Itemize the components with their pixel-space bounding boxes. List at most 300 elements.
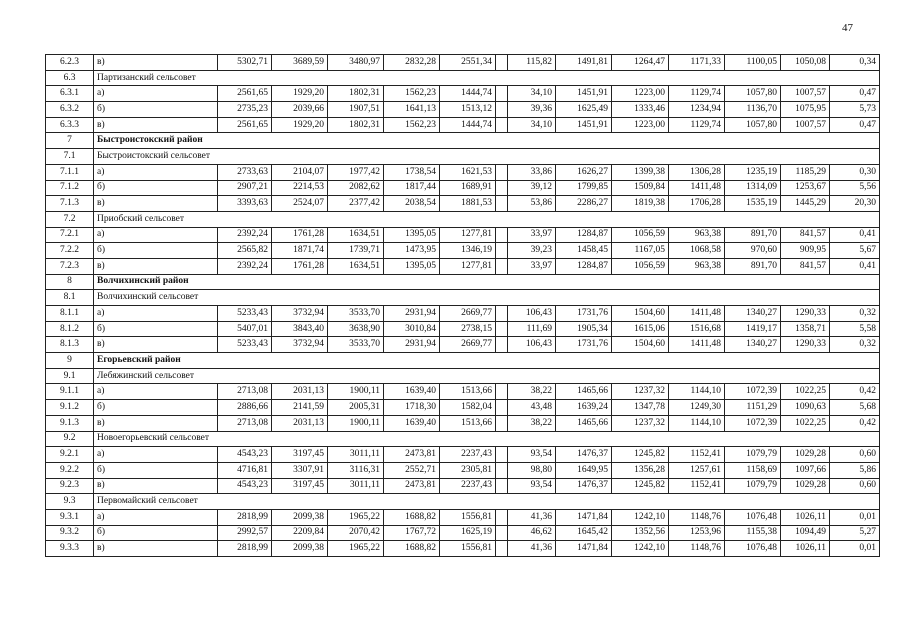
row-code: 6.3 [46, 70, 94, 86]
value-cell: 1057,80 [725, 86, 781, 102]
row-code: 8.1.2 [46, 321, 94, 337]
value-cell: 1905,34 [556, 321, 612, 337]
value-cell: 4543,23 [218, 447, 272, 463]
row-variant: б) [94, 400, 218, 416]
value-cell: 2031,13 [272, 384, 328, 400]
value-cell: 1767,72 [384, 525, 440, 541]
value-cell: 1688,82 [384, 541, 440, 557]
value-cell: 1340,27 [725, 306, 781, 322]
value-cell: 2931,94 [384, 306, 440, 322]
value-cell: 1056,59 [612, 227, 669, 243]
table-row [46, 86, 880, 102]
table-row [46, 384, 880, 400]
value-cell: 1871,74 [272, 243, 328, 259]
district-title: Быстроистокский район [94, 133, 880, 149]
value-cell: 1649,95 [556, 462, 612, 478]
row-code: 9.1.2 [46, 400, 94, 416]
value-cell: 2286,27 [556, 196, 612, 212]
value-cell: 115,82 [508, 55, 556, 71]
value-cell: 1029,28 [781, 478, 830, 494]
row-variant: а) [94, 509, 218, 525]
row-variant: б) [94, 180, 218, 196]
council-header-row [46, 70, 880, 86]
council-header-row [46, 431, 880, 447]
row-variant: в) [94, 258, 218, 274]
row-variant: в) [94, 415, 218, 431]
value-cell: 1057,80 [725, 117, 781, 133]
value-cell: 5233,43 [218, 337, 272, 353]
value-cell: 1136,70 [725, 102, 781, 118]
value-cell: 1029,28 [781, 447, 830, 463]
value-cell: 2992,57 [218, 525, 272, 541]
value-cell: 1148,76 [669, 509, 725, 525]
value-cell: 1072,39 [725, 384, 781, 400]
value-cell: 1079,79 [725, 478, 781, 494]
value-cell: 1242,10 [612, 541, 669, 557]
spacer-cell [496, 180, 508, 196]
row-variant: в) [94, 117, 218, 133]
value-cell: 1445,29 [781, 196, 830, 212]
table-row [46, 525, 880, 541]
value-cell: 1504,60 [612, 306, 669, 322]
value-cell: 1022,25 [781, 384, 830, 400]
council-header-row [46, 149, 880, 165]
value-cell: 841,57 [781, 258, 830, 274]
table-row [46, 55, 880, 71]
value-cell: 20,30 [830, 196, 880, 212]
value-cell: 33,86 [508, 164, 556, 180]
council-header-row [46, 368, 880, 384]
value-cell: 1977,42 [328, 164, 384, 180]
table-row [46, 337, 880, 353]
tariff-table [45, 54, 880, 557]
value-cell: 1264,47 [612, 55, 669, 71]
row-variant: а) [94, 306, 218, 322]
value-cell: 0,32 [830, 337, 880, 353]
council-title: Волчихинский сельсовет [94, 290, 880, 306]
value-cell: 0,47 [830, 117, 880, 133]
row-code: 7.1.3 [46, 196, 94, 212]
value-cell: 1076,48 [725, 541, 781, 557]
value-cell: 3307,91 [272, 462, 328, 478]
value-cell: 0,41 [830, 258, 880, 274]
value-cell: 1535,19 [725, 196, 781, 212]
row-variant: а) [94, 384, 218, 400]
value-cell: 3843,40 [272, 321, 328, 337]
row-variant: б) [94, 102, 218, 118]
row-code: 9.3.3 [46, 541, 94, 557]
value-cell: 1245,82 [612, 478, 669, 494]
row-variant: а) [94, 447, 218, 463]
value-cell: 2669,77 [440, 306, 496, 322]
value-cell: 5,68 [830, 400, 880, 416]
value-cell: 1799,85 [556, 180, 612, 196]
value-cell: 1509,84 [612, 180, 669, 196]
value-cell: 1284,87 [556, 227, 612, 243]
value-cell: 1465,66 [556, 415, 612, 431]
row-variant: в) [94, 478, 218, 494]
value-cell: 2931,94 [384, 337, 440, 353]
value-cell: 1513,12 [440, 102, 496, 118]
value-cell: 2031,13 [272, 415, 328, 431]
value-cell: 1625,19 [440, 525, 496, 541]
value-cell: 39,23 [508, 243, 556, 259]
value-cell: 1284,87 [556, 258, 612, 274]
value-cell: 2907,21 [218, 180, 272, 196]
value-cell: 0,60 [830, 478, 880, 494]
value-cell: 1626,27 [556, 164, 612, 180]
value-cell: 1641,13 [384, 102, 440, 118]
value-cell: 1411,48 [669, 337, 725, 353]
value-cell: 53,86 [508, 196, 556, 212]
spacer-cell [496, 86, 508, 102]
council-title: Быстроистокский сельсовет [94, 149, 880, 165]
value-cell: 5,58 [830, 321, 880, 337]
value-cell: 2099,38 [272, 509, 328, 525]
value-cell: 2005,31 [328, 400, 384, 416]
table-row [46, 196, 880, 212]
value-cell: 2305,81 [440, 462, 496, 478]
value-cell: 3732,94 [272, 306, 328, 322]
value-cell: 2237,43 [440, 478, 496, 494]
value-cell: 1223,00 [612, 86, 669, 102]
value-cell: 2377,42 [328, 196, 384, 212]
value-cell: 38,22 [508, 384, 556, 400]
value-cell: 3011,11 [328, 447, 384, 463]
spacer-cell [496, 525, 508, 541]
value-cell: 3689,59 [272, 55, 328, 71]
value-cell: 4716,81 [218, 462, 272, 478]
table-row [46, 478, 880, 494]
value-cell: 1050,08 [781, 55, 830, 71]
value-cell: 1151,29 [725, 400, 781, 416]
row-variant: в) [94, 55, 218, 71]
value-cell: 1290,33 [781, 306, 830, 322]
value-cell: 1900,11 [328, 384, 384, 400]
spacer-cell [496, 243, 508, 259]
value-cell: 1068,58 [669, 243, 725, 259]
value-cell: 2565,82 [218, 243, 272, 259]
value-cell: 1465,66 [556, 384, 612, 400]
value-cell: 34,10 [508, 117, 556, 133]
value-cell: 2473,81 [384, 447, 440, 463]
row-code: 9.3.2 [46, 525, 94, 541]
value-cell: 5,86 [830, 462, 880, 478]
value-cell: 2473,81 [384, 478, 440, 494]
value-cell: 1562,23 [384, 117, 440, 133]
value-cell: 2818,99 [218, 509, 272, 525]
value-cell: 0,34 [830, 55, 880, 71]
value-cell: 1399,38 [612, 164, 669, 180]
value-cell: 1513,66 [440, 384, 496, 400]
value-cell: 1739,71 [328, 243, 384, 259]
value-cell: 5,67 [830, 243, 880, 259]
value-cell: 1314,09 [725, 180, 781, 196]
value-cell: 1802,31 [328, 86, 384, 102]
value-cell: 2141,59 [272, 400, 328, 416]
row-variant: б) [94, 321, 218, 337]
value-cell: 2392,24 [218, 258, 272, 274]
table-row [46, 180, 880, 196]
value-cell: 1471,84 [556, 509, 612, 525]
value-cell: 1253,67 [781, 180, 830, 196]
value-cell: 1185,29 [781, 164, 830, 180]
value-cell: 1615,06 [612, 321, 669, 337]
value-cell: 2392,24 [218, 227, 272, 243]
value-cell: 1277,81 [440, 258, 496, 274]
value-cell: 1900,11 [328, 415, 384, 431]
value-cell: 1761,28 [272, 227, 328, 243]
value-cell: 3197,45 [272, 447, 328, 463]
value-cell: 1802,31 [328, 117, 384, 133]
spacer-cell [496, 117, 508, 133]
value-cell: 2038,54 [384, 196, 440, 212]
value-cell: 1881,53 [440, 196, 496, 212]
value-cell: 1411,48 [669, 180, 725, 196]
district-title: Волчихинский район [94, 274, 880, 290]
spacer-cell [496, 541, 508, 557]
value-cell: 1277,81 [440, 227, 496, 243]
value-cell: 2669,77 [440, 337, 496, 353]
value-cell: 1152,41 [669, 447, 725, 463]
value-cell: 1090,63 [781, 400, 830, 416]
district-header-row [46, 133, 880, 149]
value-cell: 3533,70 [328, 306, 384, 322]
row-variant: в) [94, 541, 218, 557]
row-code: 9 [46, 353, 94, 369]
value-cell: 1072,39 [725, 415, 781, 431]
value-cell: 2733,63 [218, 164, 272, 180]
value-cell: 1444,74 [440, 117, 496, 133]
row-code: 7.2.2 [46, 243, 94, 259]
value-cell: 1471,84 [556, 541, 612, 557]
spacer-cell [496, 447, 508, 463]
value-cell: 1306,28 [669, 164, 725, 180]
value-cell: 909,95 [781, 243, 830, 259]
spacer-cell [496, 337, 508, 353]
value-cell: 0,32 [830, 306, 880, 322]
value-cell: 2214,53 [272, 180, 328, 196]
value-cell: 1504,60 [612, 337, 669, 353]
district-header-row [46, 353, 880, 369]
row-code: 7.1 [46, 149, 94, 165]
value-cell: 1929,20 [272, 117, 328, 133]
value-cell: 1079,79 [725, 447, 781, 463]
spacer-cell [496, 400, 508, 416]
value-cell: 891,70 [725, 258, 781, 274]
row-code: 6.2.3 [46, 55, 94, 71]
row-variant: а) [94, 227, 218, 243]
table-row [46, 462, 880, 478]
value-cell: 1144,10 [669, 415, 725, 431]
value-cell: 3533,70 [328, 337, 384, 353]
council-title: Партизанский сельсовет [94, 70, 880, 86]
value-cell: 2735,23 [218, 102, 272, 118]
value-cell: 46,62 [508, 525, 556, 541]
value-cell: 1076,48 [725, 509, 781, 525]
value-cell: 0,01 [830, 509, 880, 525]
value-cell: 1634,51 [328, 258, 384, 274]
row-variant: а) [94, 164, 218, 180]
value-cell: 1333,46 [612, 102, 669, 118]
value-cell: 841,57 [781, 227, 830, 243]
value-cell: 1451,91 [556, 86, 612, 102]
value-cell: 0,30 [830, 164, 880, 180]
value-cell: 111,69 [508, 321, 556, 337]
table-row [46, 117, 880, 133]
value-cell: 3010,84 [384, 321, 440, 337]
value-cell: 1731,76 [556, 306, 612, 322]
value-cell: 1817,44 [384, 180, 440, 196]
value-cell: 2209,84 [272, 525, 328, 541]
row-variant: в) [94, 337, 218, 353]
value-cell: 3732,94 [272, 337, 328, 353]
value-cell: 1144,10 [669, 384, 725, 400]
table-row [46, 321, 880, 337]
council-title: Лебяжинский сельсовет [94, 368, 880, 384]
row-variant: б) [94, 462, 218, 478]
value-cell: 5,73 [830, 102, 880, 118]
value-cell: 1026,11 [781, 541, 830, 557]
value-cell: 5233,43 [218, 306, 272, 322]
value-cell: 39,12 [508, 180, 556, 196]
value-cell: 963,38 [669, 258, 725, 274]
value-cell: 106,43 [508, 337, 556, 353]
value-cell: 2099,38 [272, 541, 328, 557]
value-cell: 2104,07 [272, 164, 328, 180]
spacer-cell [496, 415, 508, 431]
value-cell: 0,41 [830, 227, 880, 243]
row-code: 9.1.1 [46, 384, 94, 400]
value-cell: 1556,81 [440, 541, 496, 557]
value-cell: 1634,51 [328, 227, 384, 243]
value-cell: 38,22 [508, 415, 556, 431]
table-row [46, 447, 880, 463]
value-cell: 1234,94 [669, 102, 725, 118]
value-cell: 1245,82 [612, 447, 669, 463]
value-cell: 891,70 [725, 227, 781, 243]
value-cell: 1621,53 [440, 164, 496, 180]
value-cell: 1152,41 [669, 478, 725, 494]
value-cell: 1257,61 [669, 462, 725, 478]
value-cell: 1249,30 [669, 400, 725, 416]
value-cell: 2082,62 [328, 180, 384, 196]
spacer-cell [496, 462, 508, 478]
row-code: 7 [46, 133, 94, 149]
value-cell: 3197,45 [272, 478, 328, 494]
value-cell: 970,60 [725, 243, 781, 259]
value-cell: 1237,32 [612, 415, 669, 431]
value-cell: 1929,20 [272, 86, 328, 102]
value-cell: 1340,27 [725, 337, 781, 353]
value-cell: 1007,57 [781, 117, 830, 133]
value-cell: 1718,30 [384, 400, 440, 416]
value-cell: 1148,76 [669, 541, 725, 557]
value-cell: 1516,68 [669, 321, 725, 337]
row-code: 9.2.1 [46, 447, 94, 463]
row-code: 6.3.3 [46, 117, 94, 133]
value-cell: 33,97 [508, 258, 556, 274]
value-cell: 3116,31 [328, 462, 384, 478]
value-cell: 1097,66 [781, 462, 830, 478]
spacer-cell [496, 102, 508, 118]
value-cell: 106,43 [508, 306, 556, 322]
row-code: 9.2.2 [46, 462, 94, 478]
spacer-cell [496, 321, 508, 337]
value-cell: 1253,96 [669, 525, 725, 541]
value-cell: 1395,05 [384, 258, 440, 274]
council-title: Приобский сельсовет [94, 211, 880, 227]
value-cell: 5302,71 [218, 55, 272, 71]
value-cell: 93,54 [508, 478, 556, 494]
spacer-cell [496, 55, 508, 71]
value-cell: 1444,74 [440, 86, 496, 102]
row-code: 9.2 [46, 431, 94, 447]
row-code: 8 [46, 274, 94, 290]
row-code: 6.3.2 [46, 102, 94, 118]
table-row [46, 102, 880, 118]
district-header-row [46, 274, 880, 290]
spacer-cell [496, 164, 508, 180]
district-title: Егорьевский район [94, 353, 880, 369]
value-cell: 2832,28 [384, 55, 440, 71]
table-row [46, 400, 880, 416]
table-row [46, 258, 880, 274]
council-title: Первомайский сельсовет [94, 494, 880, 510]
value-cell: 1582,04 [440, 400, 496, 416]
table-row [46, 415, 880, 431]
value-cell: 2561,65 [218, 117, 272, 133]
value-cell: 1290,33 [781, 337, 830, 353]
value-cell: 1419,17 [725, 321, 781, 337]
value-cell: 1907,51 [328, 102, 384, 118]
value-cell: 1022,25 [781, 415, 830, 431]
value-cell: 2561,65 [218, 86, 272, 102]
council-header-row [46, 494, 880, 510]
value-cell: 2713,08 [218, 384, 272, 400]
spacer-cell [496, 196, 508, 212]
value-cell: 1026,11 [781, 509, 830, 525]
value-cell: 1688,82 [384, 509, 440, 525]
row-variant: в) [94, 196, 218, 212]
row-code: 7.1.1 [46, 164, 94, 180]
value-cell: 1689,91 [440, 180, 496, 196]
table-row [46, 541, 880, 557]
value-cell: 2070,42 [328, 525, 384, 541]
value-cell: 1639,24 [556, 400, 612, 416]
value-cell: 39,36 [508, 102, 556, 118]
value-cell: 3393,63 [218, 196, 272, 212]
value-cell: 1476,37 [556, 478, 612, 494]
value-cell: 1007,57 [781, 86, 830, 102]
value-cell: 1100,05 [725, 55, 781, 71]
value-cell: 1358,71 [781, 321, 830, 337]
value-cell: 1129,74 [669, 86, 725, 102]
row-code: 6.3.1 [46, 86, 94, 102]
value-cell: 1639,40 [384, 415, 440, 431]
value-cell: 1738,54 [384, 164, 440, 180]
row-variant: б) [94, 525, 218, 541]
value-cell: 1237,32 [612, 384, 669, 400]
value-cell: 1965,22 [328, 541, 384, 557]
value-cell: 1639,40 [384, 384, 440, 400]
value-cell: 1731,76 [556, 337, 612, 353]
value-cell: 43,48 [508, 400, 556, 416]
value-cell: 2551,34 [440, 55, 496, 71]
value-cell: 41,36 [508, 509, 556, 525]
value-cell: 0,47 [830, 86, 880, 102]
value-cell: 3638,90 [328, 321, 384, 337]
